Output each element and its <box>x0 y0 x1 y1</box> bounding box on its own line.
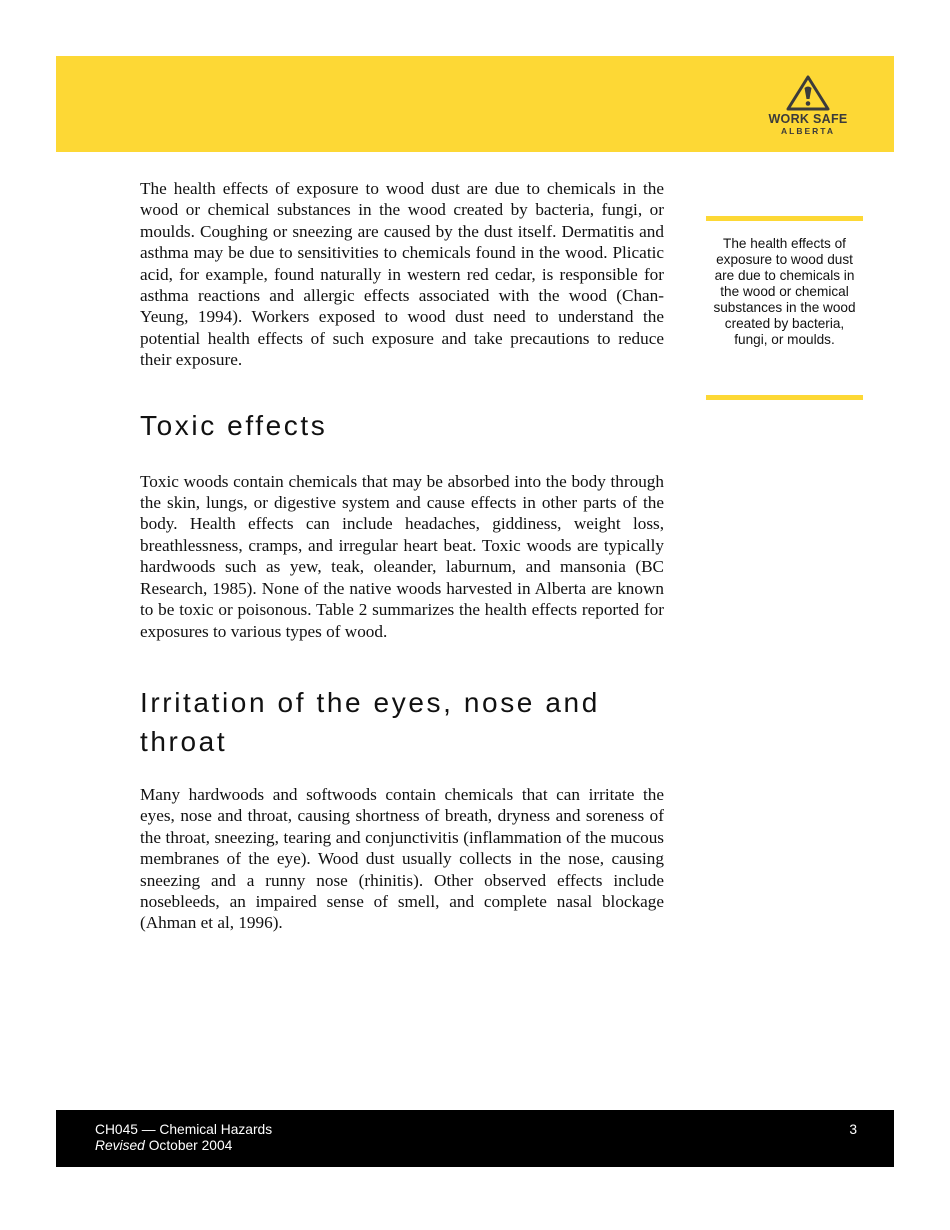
pull-quote-text: The health effects of exposure to wood dust are due to chemicals in the wood or chemical substances in the wood created by bacteria, fungi, or moulds. <box>713 236 856 347</box>
section-heading-toxic-effects: Toxic effects <box>140 409 328 441</box>
toxic-effects-paragraph: Toxic woods contain chemicals that may be absorbed into the body through the skin, lungs, or digestive system and cause effects in other parts of the body. Health effects can include headaches, giddiness, weight loss, breathlessness, cramps, and irregular heart beat. Toxic woods are typically hardwoods such as yew, teak, oleander, laburnum, and mansonia (BC Research, 1985). None of the native woods harvested in Alberta are known to be toxic or poisonous. Table 2 summarizes the health effects reported for exposures to various types of wood. <box>140 471 664 641</box>
warning-triangle-icon <box>785 74 831 112</box>
footer-doc-title: CH045 — Chemical Hazards <box>95 1122 273 1137</box>
footer-revised-label: Revised <box>95 1138 145 1153</box>
section-heading-irritation: Irritation of the eyes, nose and throat <box>140 686 600 757</box>
logo-subtitle: ALBERTA <box>781 126 835 136</box>
main-content <box>140 178 664 934</box>
page-footer <box>56 1110 894 1167</box>
work-safe-alberta-logo <box>760 74 856 138</box>
footer-revised <box>95 1138 272 1154</box>
footer-doc-info <box>95 1122 272 1154</box>
logo-wordmark: WORK SAFE <box>768 112 848 126</box>
irritation-paragraph: Many hardwoods and softwoods contain chemicals that can irritate the eyes, nose and throat, causing shortness of breath, dryness and soreness of the throat, sneezing, tearing and conjunctivitis (inflammation of the mucous membranes of the eye). Wood dust usually collects in the nose, causing sneezing and a runny nose (rhinitis). Other observed effects include nosebleeds, an impaired sense of smell, and complete nasal blockage (Ahman et al, 1996). <box>140 784 664 933</box>
footer-revised-date: October 2004 <box>144 1138 233 1153</box>
header-band <box>56 56 894 152</box>
intro-paragraph: The health effects of exposure to wood dust are due to chemicals in the wood or chemical substances in the wood created by bacteria, fungi, or moulds. Coughing or sneezing are caused by the dust itself. Dermatitis and asthma may be due to sensitivities to chemicals found in the wood. Plicatic acid, for example, found naturally in western red cedar, is responsible for asthma reactions and allergic effects associated with the wood (Chan-Yeung, 1994). Workers exposed to wood dust need to understand the potential health effects of such exposure and take precautions to reduce their exposure. <box>140 179 664 370</box>
pull-quote-callout <box>706 216 863 400</box>
page-number: 3 <box>849 1122 857 1137</box>
